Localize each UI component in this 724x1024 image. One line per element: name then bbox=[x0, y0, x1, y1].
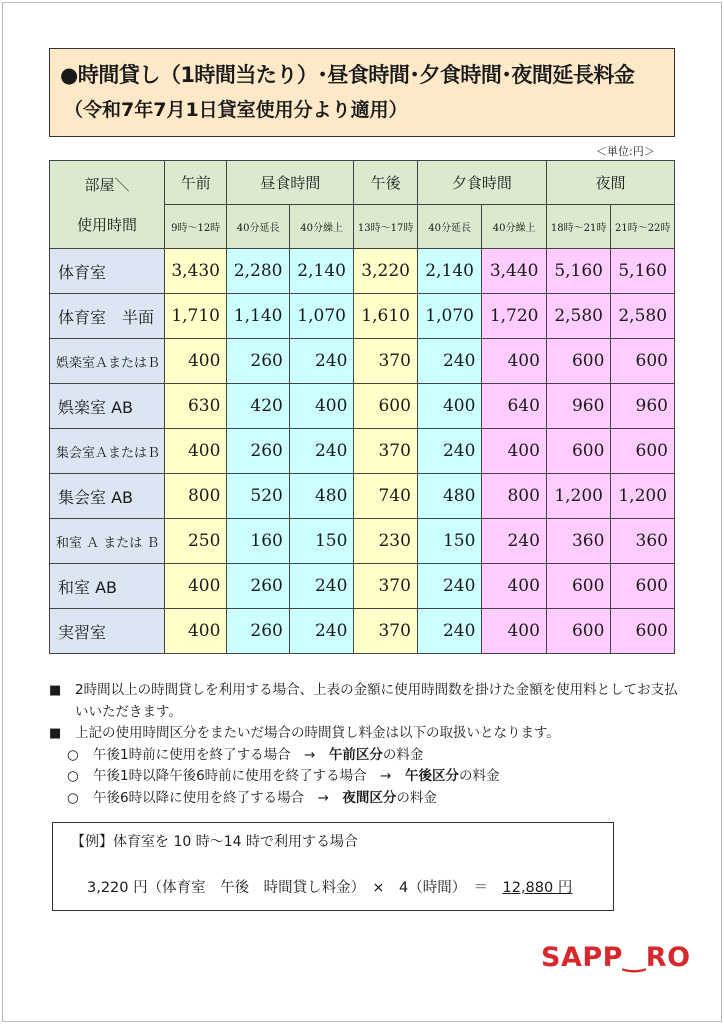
fee-cell: 3,430 bbox=[164, 249, 226, 294]
fee-cell: 800 bbox=[482, 474, 547, 519]
fee-cell: 400 bbox=[164, 339, 226, 384]
fee-cell: 240 bbox=[482, 519, 547, 564]
group-header-night: 夜間 bbox=[546, 161, 674, 205]
fee-cell: 160 bbox=[227, 519, 289, 564]
subheader-cell: 13時～17時 bbox=[354, 205, 418, 249]
fee-cell: 1,200 bbox=[546, 474, 611, 519]
fee-cell: 5,160 bbox=[611, 249, 675, 294]
example-result: 12,880 円 bbox=[502, 880, 573, 896]
fee-cell: 400 bbox=[482, 429, 547, 474]
table-row bbox=[50, 429, 675, 474]
room-name: 和室 AB bbox=[50, 564, 165, 609]
header-row-groups bbox=[50, 161, 675, 205]
fee-cell: 240 bbox=[417, 429, 482, 474]
table-row bbox=[50, 609, 675, 654]
fee-cell: 2,280 bbox=[227, 249, 289, 294]
sub-item-1 bbox=[49, 745, 689, 767]
fee-cell: 960 bbox=[611, 384, 675, 429]
fee-cell: 370 bbox=[354, 609, 418, 654]
example-title: 【例】体育室を 10 時～14 時で利用する場合 bbox=[71, 834, 358, 850]
sub-3-tail: の料金 bbox=[396, 789, 437, 806]
note-1 bbox=[49, 680, 689, 723]
corner-line2: 使用時間 bbox=[76, 215, 137, 234]
fee-cell: 630 bbox=[164, 384, 226, 429]
subheader-cell: 21時～22時 bbox=[611, 205, 675, 249]
bullet-square-icon: ■ bbox=[49, 726, 62, 741]
room-name: 集会室ＡまたはＢ bbox=[50, 429, 165, 474]
fee-cell: 960 bbox=[546, 384, 611, 429]
subheader-cell: 40分繰上 bbox=[482, 205, 547, 249]
table-row bbox=[50, 474, 675, 519]
fee-cell: 600 bbox=[611, 564, 675, 609]
subheader-cell: 9時～12時 bbox=[164, 205, 226, 249]
sub-2-tail: の料金 bbox=[459, 768, 500, 784]
circle-bullet-icon: ○ bbox=[67, 746, 79, 763]
table-row bbox=[50, 249, 675, 294]
fee-cell: 2,580 bbox=[611, 294, 675, 339]
fee-cell: 360 bbox=[611, 519, 675, 564]
fee-cell: 240 bbox=[289, 429, 354, 474]
fee-cell: 600 bbox=[611, 609, 675, 654]
fee-cell: 3,220 bbox=[354, 249, 418, 294]
room-name: 体育室 半面 bbox=[50, 294, 165, 339]
example-calculation bbox=[87, 876, 572, 897]
note-1-text: 2時間以上の時間貸しを利用する場合、上表の金額に使用時間数を掛けた金額を使用料としてお支払いいただきます。 bbox=[75, 682, 678, 720]
circle-bullet-icon: ○ bbox=[67, 768, 79, 784]
example-formula: 3,220 円（体育室 午後 時間貸し料金） × 4（時間） ＝ bbox=[87, 880, 503, 896]
fee-cell: 2,140 bbox=[289, 249, 354, 294]
fee-cell: 5,160 bbox=[546, 249, 611, 294]
fee-cell: 600 bbox=[546, 564, 611, 609]
fee-cell: 240 bbox=[289, 609, 354, 654]
fee-cell: 400 bbox=[164, 429, 226, 474]
subheader-cell: 40分延長 bbox=[227, 205, 289, 249]
fee-cell: 600 bbox=[546, 339, 611, 384]
fee-cell: 1,710 bbox=[164, 294, 226, 339]
group-header-dinner: 夕食時間 bbox=[417, 161, 546, 205]
sub-3-text: 午後6時以降に使用を終了する場合 → bbox=[93, 789, 343, 806]
fee-cell: 400 bbox=[164, 609, 226, 654]
table-row bbox=[50, 339, 675, 384]
fee-cell: 2,140 bbox=[417, 249, 482, 294]
example-box bbox=[52, 822, 614, 911]
notes bbox=[49, 680, 689, 809]
note-2-text: 上記の使用時間区分をまたいだ場合の時間貸し料金は以下の取扱いとなります。 bbox=[75, 725, 560, 741]
table-row bbox=[50, 384, 675, 429]
fee-cell: 400 bbox=[289, 384, 354, 429]
page-title: ●時間貸し（1時間当たり）･昼食時間･夕食時間･夜間延長料金 bbox=[60, 63, 635, 87]
circle-bullet-icon: ○ bbox=[67, 789, 79, 806]
group-header-afternoon: 午後 bbox=[354, 161, 418, 205]
fee-cell: 230 bbox=[354, 519, 418, 564]
room-name: 娯楽室ＡまたはＢ bbox=[50, 339, 165, 384]
sub-1-bold: 午前区分 bbox=[328, 746, 383, 763]
note-2 bbox=[49, 723, 689, 745]
fee-cell: 2,580 bbox=[546, 294, 611, 339]
corner-header bbox=[50, 161, 165, 249]
fee-cell: 1,610 bbox=[354, 294, 418, 339]
sub-2-bold: 午後区分 bbox=[405, 768, 459, 784]
fee-cell: 400 bbox=[164, 564, 226, 609]
group-header-morning: 午前 bbox=[164, 161, 226, 205]
sapporo-logo: SAPP‿RO bbox=[541, 942, 691, 973]
fee-cell: 240 bbox=[417, 339, 482, 384]
fee-cell: 250 bbox=[164, 519, 226, 564]
room-name: 集会室 AB bbox=[50, 474, 165, 519]
fee-cell: 640 bbox=[482, 384, 547, 429]
fee-cell: 240 bbox=[289, 564, 354, 609]
fee-table bbox=[49, 160, 675, 654]
fee-cell: 260 bbox=[227, 609, 289, 654]
table-row bbox=[50, 519, 675, 564]
group-header-lunch: 昼食時間 bbox=[227, 161, 354, 205]
unit-label: ＜単位:円＞ bbox=[596, 145, 655, 158]
fee-cell: 1,070 bbox=[289, 294, 354, 339]
sub-3-bold: 夜間区分 bbox=[342, 789, 397, 806]
title-box bbox=[49, 48, 675, 137]
fee-cell: 480 bbox=[417, 474, 482, 519]
fee-cell: 1,140 bbox=[227, 294, 289, 339]
fee-cell: 600 bbox=[611, 339, 675, 384]
fee-cell: 1,070 bbox=[417, 294, 482, 339]
fee-cell: 240 bbox=[417, 609, 482, 654]
room-name: 和室 Ａ または Ｂ bbox=[50, 519, 165, 564]
fee-cell: 600 bbox=[546, 609, 611, 654]
fee-cell: 800 bbox=[164, 474, 226, 519]
fee-cell: 400 bbox=[482, 564, 547, 609]
room-name: 娯楽室 AB bbox=[50, 384, 165, 429]
fee-cell: 520 bbox=[227, 474, 289, 519]
fee-cell: 370 bbox=[354, 564, 418, 609]
sub-2-text: 午後1時以降午後6時前に使用を終了する場合 → bbox=[93, 768, 405, 784]
sub-1-text: 午後1時前に使用を終了する場合 → bbox=[93, 746, 329, 763]
subheader-cell: 40分延長 bbox=[417, 205, 482, 249]
fee-cell: 260 bbox=[227, 339, 289, 384]
fee-cell: 3,440 bbox=[482, 249, 547, 294]
fee-cell: 600 bbox=[354, 384, 418, 429]
fee-cell: 1,720 bbox=[482, 294, 547, 339]
fee-cell: 240 bbox=[289, 339, 354, 384]
room-name: 実習室 bbox=[50, 609, 165, 654]
page-subtitle: （令和7年7月1日貸室使用分より適用） bbox=[64, 99, 408, 121]
subheader-cell: 40分繰上 bbox=[289, 205, 354, 249]
fee-cell: 400 bbox=[482, 339, 547, 384]
corner-line1: 部屋＼ bbox=[84, 175, 130, 194]
fee-cell: 360 bbox=[546, 519, 611, 564]
fee-cell: 150 bbox=[289, 519, 354, 564]
fee-cell: 240 bbox=[417, 564, 482, 609]
fee-cell: 740 bbox=[354, 474, 418, 519]
sub-item-3 bbox=[49, 788, 689, 810]
fee-cell: 370 bbox=[354, 429, 418, 474]
sub-item-2 bbox=[49, 766, 689, 788]
fee-cell: 370 bbox=[354, 339, 418, 384]
sub-1-tail: の料金 bbox=[382, 746, 424, 763]
fee-cell: 260 bbox=[227, 429, 289, 474]
fee-cell: 1,200 bbox=[611, 474, 675, 519]
fee-cell: 600 bbox=[546, 429, 611, 474]
subheader-cell: 18時～21時 bbox=[546, 205, 611, 249]
fee-cell: 600 bbox=[611, 429, 675, 474]
room-name: 体育室 bbox=[50, 249, 165, 294]
fee-cell: 400 bbox=[482, 609, 547, 654]
bullet-square-icon: ■ bbox=[49, 683, 62, 698]
fee-cell: 480 bbox=[289, 474, 354, 519]
table-row bbox=[50, 294, 675, 339]
fee-cell: 400 bbox=[417, 384, 482, 429]
fee-cell: 260 bbox=[227, 564, 289, 609]
fee-cell: 420 bbox=[227, 384, 289, 429]
fee-cell: 150 bbox=[417, 519, 482, 564]
table-row bbox=[50, 564, 675, 609]
